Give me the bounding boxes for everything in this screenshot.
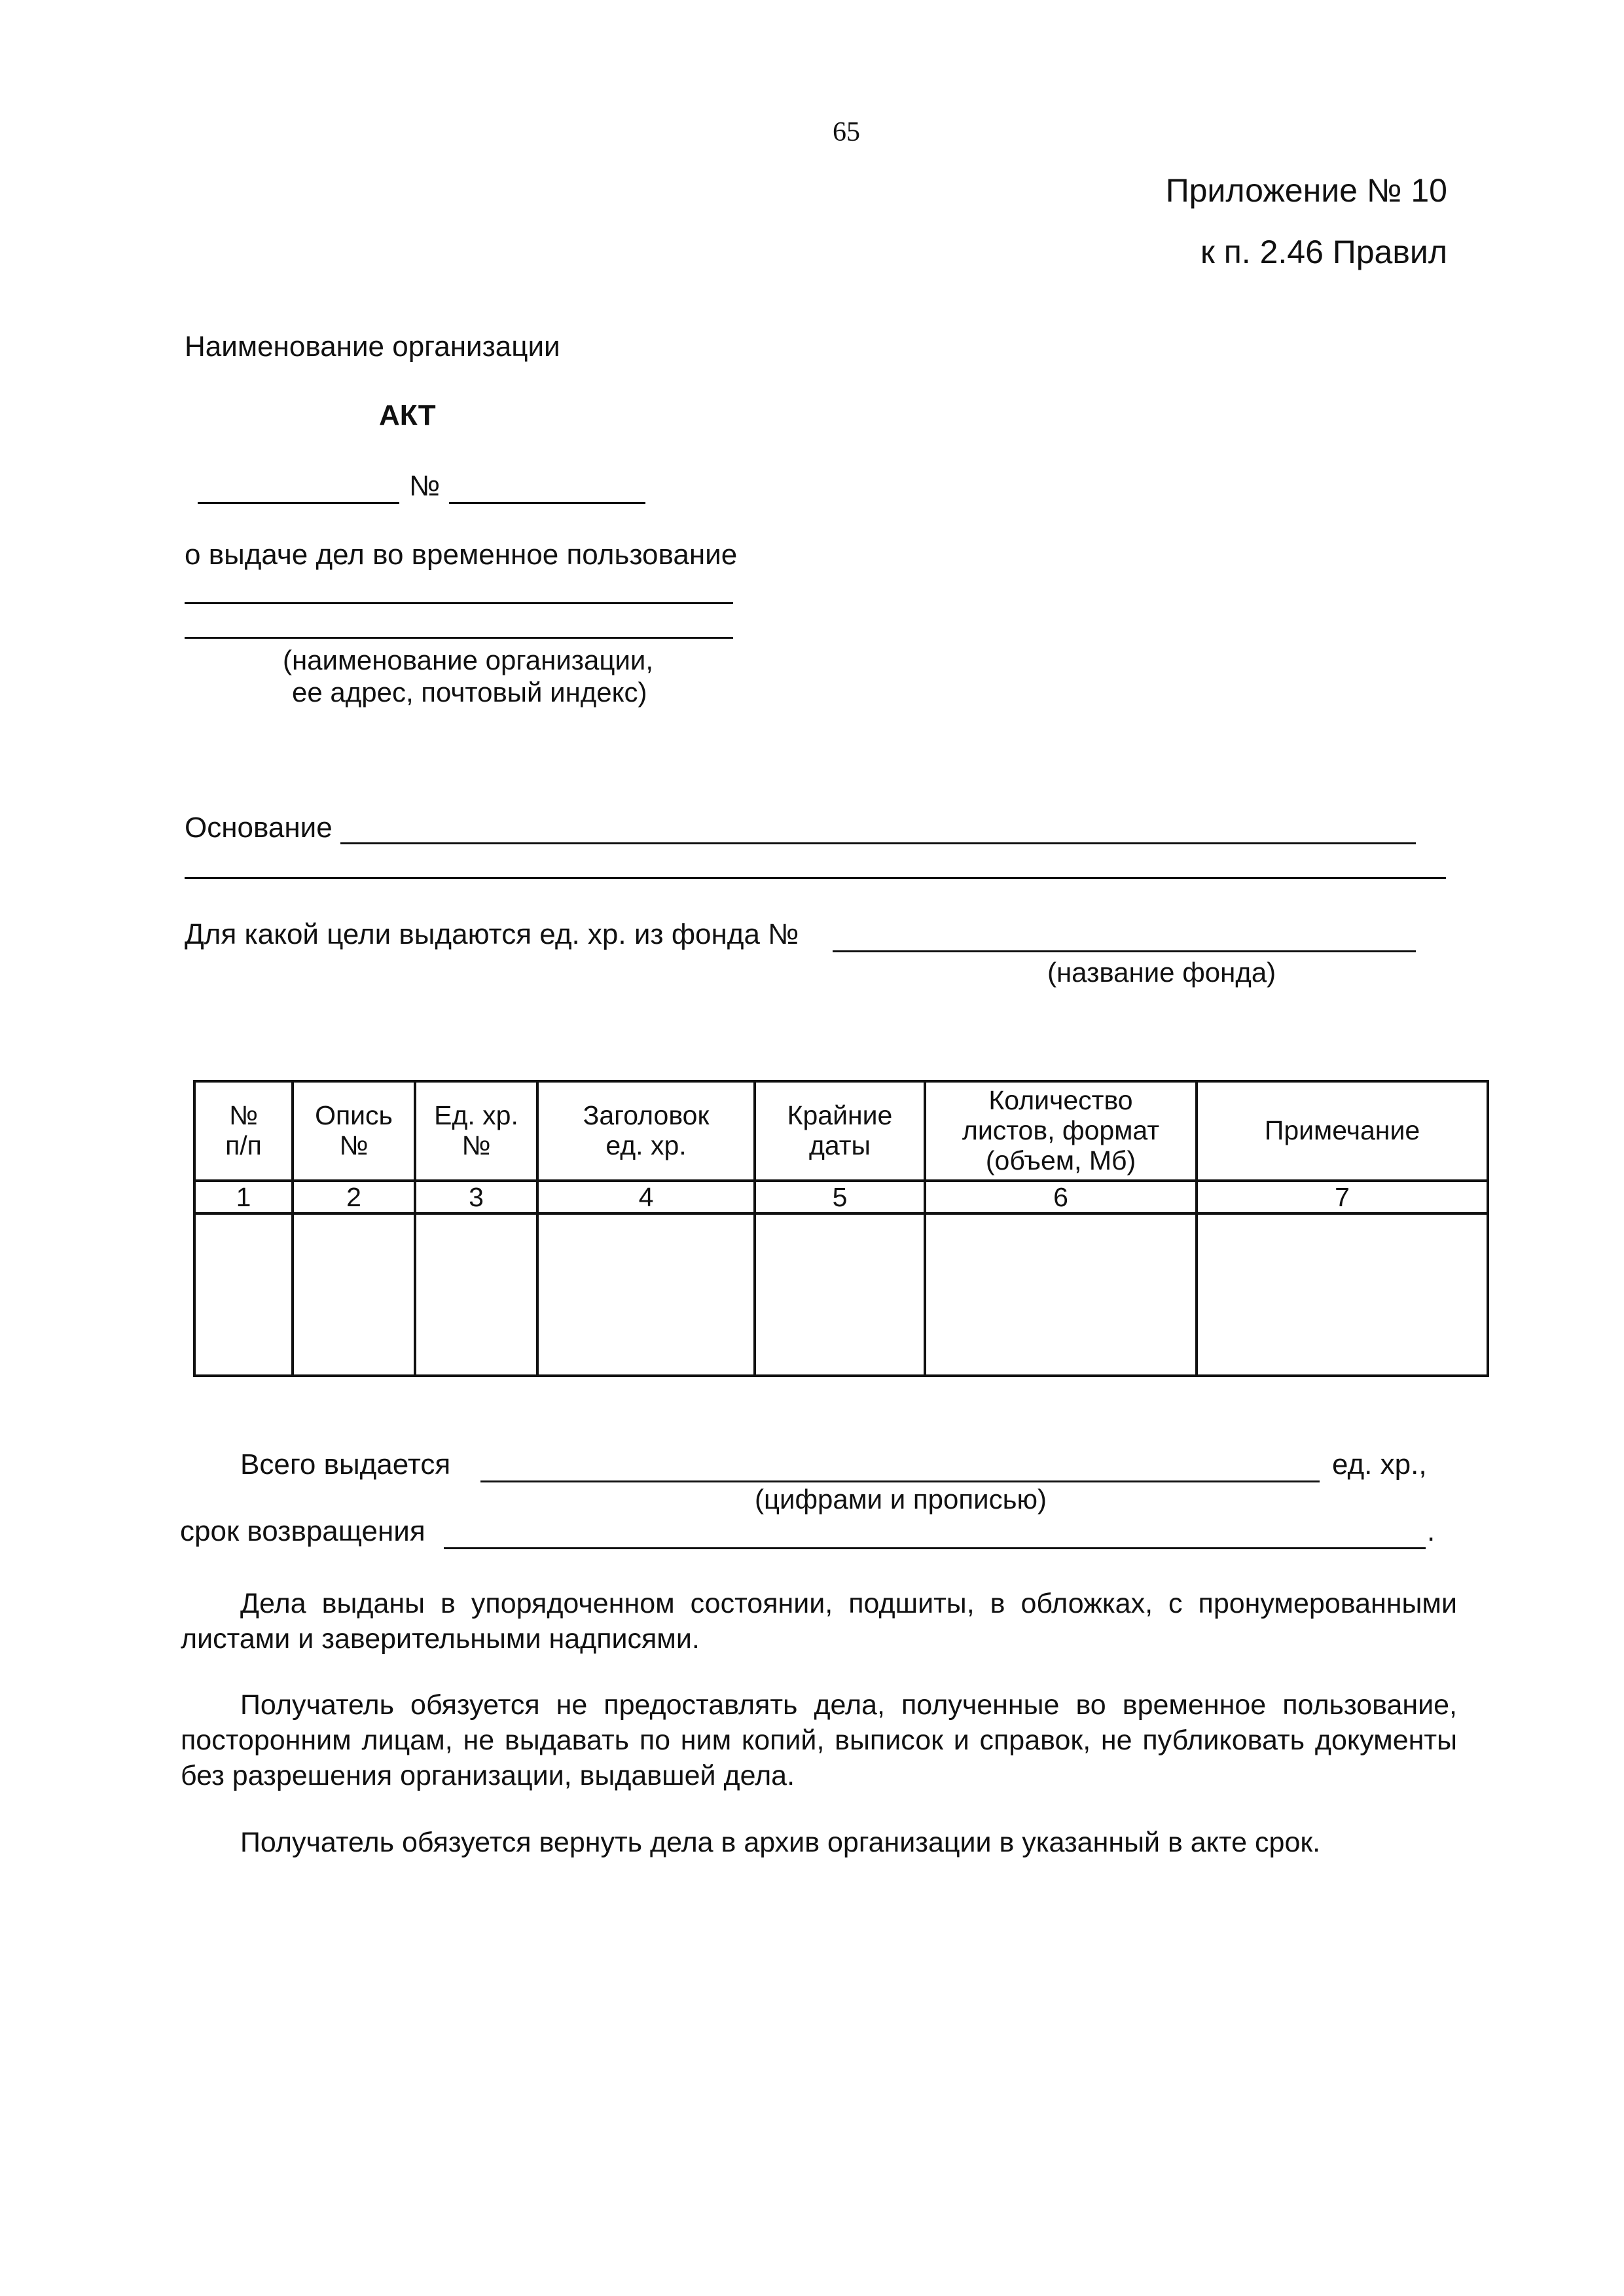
header-text: Крайние: [787, 1100, 893, 1131]
header-cell-inventory: [293, 1081, 415, 1181]
table-cell[interactable]: [755, 1213, 925, 1376]
basis-label: Основание: [185, 812, 333, 844]
act-number-sign: №: [409, 470, 441, 502]
header-text: №: [229, 1100, 258, 1131]
header-text: Примечание: [1264, 1115, 1420, 1146]
table-cell[interactable]: [1197, 1213, 1488, 1376]
page-number: 65: [833, 117, 860, 147]
header-cell-row-number: [194, 1081, 293, 1181]
header-text: №: [339, 1130, 369, 1160]
header-cell-note: [1197, 1081, 1488, 1181]
table-row: [194, 1213, 1488, 1376]
fund-line[interactable]: [833, 950, 1416, 952]
total-line[interactable]: [480, 1480, 1320, 1482]
header-text: №: [461, 1130, 491, 1160]
basis-line-1[interactable]: [340, 842, 1416, 844]
table-cell[interactable]: [415, 1213, 537, 1376]
recipient-caption-line1: (наименование организации,: [283, 645, 654, 675]
header-text: Количество: [988, 1085, 1133, 1116]
total-caption: (цифрами и прописью): [755, 1484, 1047, 1515]
act-number-line[interactable]: [449, 502, 645, 504]
table-cell[interactable]: [925, 1213, 1197, 1376]
act-title: АКТ: [379, 399, 436, 431]
column-number: 5: [755, 1181, 925, 1213]
return-label: срок возвращения: [180, 1515, 425, 1547]
header-cell-title: [537, 1081, 755, 1181]
header-text: даты: [808, 1130, 871, 1160]
header-text: Опись: [315, 1100, 393, 1131]
total-unit: ед. хр.,: [1332, 1448, 1427, 1480]
column-number: 4: [537, 1181, 755, 1213]
header-text: Заголовок: [583, 1100, 710, 1131]
table-cell[interactable]: [537, 1213, 755, 1376]
basis-line-2[interactable]: [185, 877, 1446, 879]
header-text: листов, формат: [962, 1115, 1160, 1146]
return-period: .: [1427, 1515, 1435, 1547]
header-cell-dates: [755, 1081, 925, 1181]
purpose-label: Для какой цели выдаются ед. хр. из фонда №: [185, 918, 799, 950]
header-text: п/п: [225, 1130, 262, 1160]
paragraph-return: Получатель обязуется вернуть дела в архив организации в указанный в акте срок.: [240, 1827, 1321, 1858]
appendix-reference: к п. 2.46 Правил: [1200, 234, 1447, 270]
act-date-line[interactable]: [198, 502, 399, 504]
table-column-number-row: [194, 1181, 1488, 1213]
column-number: 3: [415, 1181, 537, 1213]
header-cell-sheet-count: [925, 1081, 1197, 1181]
table-header-row: [194, 1081, 1488, 1181]
paragraph-obligations: Получатель обязуется не предоставлять дела, полученные во временное пользование, посторонним лицам, не выдавать по ним копий, выписок и справок, не публиковать документы без разрешения организации, выдавшей дела.: [181, 1689, 1457, 1791]
header-cell-storage-unit: [415, 1081, 537, 1181]
column-number: 1: [194, 1181, 293, 1213]
recipient-line-2[interactable]: [185, 637, 733, 639]
appendix-number: Приложение № 10: [1165, 172, 1447, 209]
column-number: 7: [1197, 1181, 1488, 1213]
total-label: Всего выдается: [240, 1448, 451, 1480]
table-cell[interactable]: [293, 1213, 415, 1376]
return-line[interactable]: [444, 1547, 1426, 1549]
table-cell[interactable]: [194, 1213, 293, 1376]
recipient-line-1[interactable]: [185, 602, 733, 604]
header-text: Ед. хр.: [434, 1100, 518, 1131]
fund-caption: (название фонда): [1047, 957, 1276, 988]
paragraph-condition: Дела выданы в упорядоченном состоянии, подшиты, в обложках, с пронумерованными листами и заверительными надписями.: [181, 1588, 1457, 1655]
issued-items-table: [193, 1080, 1489, 1377]
column-number: 2: [293, 1181, 415, 1213]
act-subject: о выдаче дел во временное пользование: [185, 539, 738, 571]
header-text: (объем, Мб): [985, 1145, 1136, 1175]
organization-label: Наименование организации: [185, 331, 560, 363]
column-number: 6: [925, 1181, 1197, 1213]
header-text: ед. хр.: [605, 1130, 687, 1160]
recipient-caption-line2: ее адрес, почтовый индекс): [292, 677, 647, 708]
